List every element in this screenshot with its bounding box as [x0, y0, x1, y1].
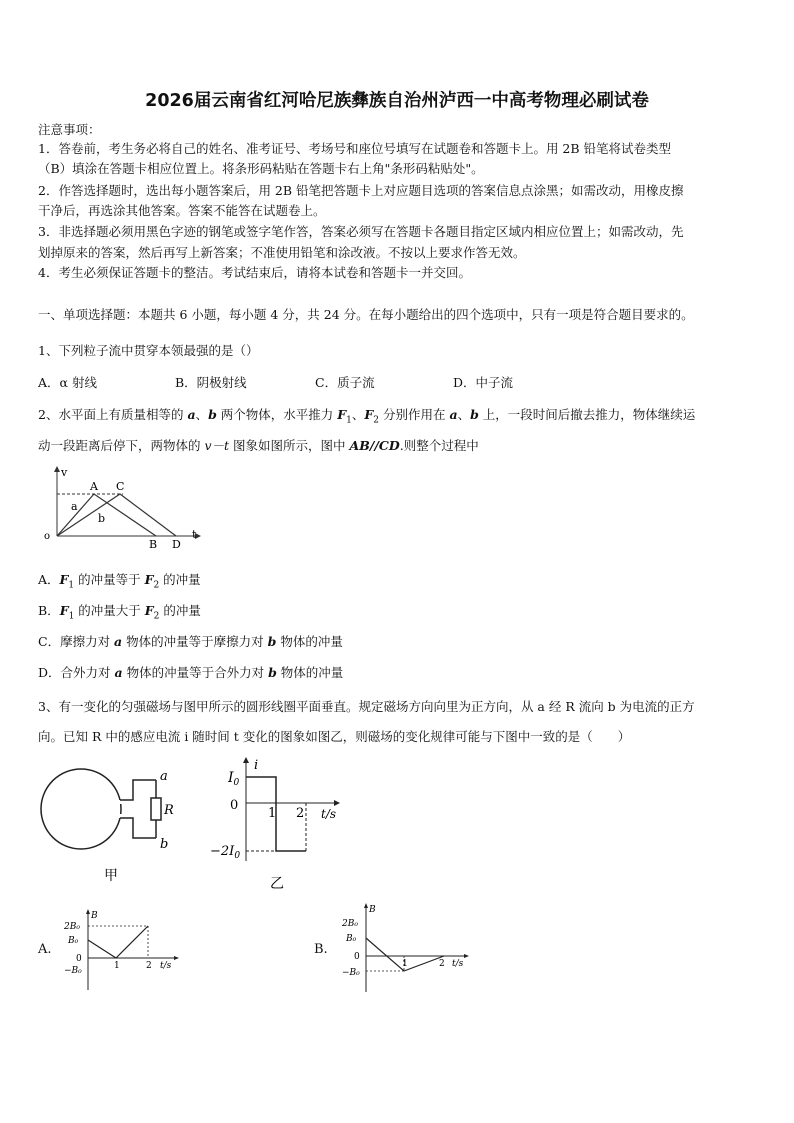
b0-label: B₀: [68, 936, 79, 946]
question-2-stem-line1: 2、水平面上有质量相等的 a、b 两个物体，水平推力 $F_1$、$F_2$ 分别作用在 a、b 上，一段时间后撤去推力，物体继续运: [38, 407, 696, 426]
q3-option-b-label: B.: [314, 942, 328, 957]
q3-option-a-graph: [58, 906, 188, 996]
figure-yi-label: 乙: [270, 876, 284, 892]
tick-1-label: 1: [268, 806, 277, 821]
q3-option-b-graph: [336, 900, 476, 1000]
resistor-r-label: R: [164, 803, 174, 818]
q2-option-a: A．$F_1$ 的冲量等于 $F_2$ 的冲量: [38, 572, 201, 591]
tick-2-label: 2: [146, 961, 152, 971]
question-2-stem-line2: 动一段距离后停下，两物体的 v－t 图象如图所示，图中 AB//CD.则整个过程中: [38, 438, 479, 453]
tick-1-label: 1: [402, 959, 408, 969]
notice-item: 3．非选择题必须用黑色字迹的钢笔或签字笔作答，答案必须写在答题卡各题目指定区域内相应位置上；如需改动，先: [38, 224, 684, 239]
vt-graph: [38, 464, 208, 554]
two-b0-label: 2B₀: [342, 919, 358, 929]
neg-2i0-label: $-2I_0$: [210, 844, 241, 861]
q1-option-b: B．阴极射线: [175, 375, 247, 390]
q1-option-c: C．质子流: [315, 375, 375, 390]
line-b-label: b: [98, 512, 106, 525]
q2-option-c: C．摩擦力对 a 物体的冲量等于摩擦力对 b 物体的冲量: [38, 634, 343, 649]
zero-label: 0: [76, 954, 82, 964]
axis-b-label: B: [91, 911, 98, 921]
tick-1-label: 1: [114, 961, 120, 971]
notice-item: 2．作答选择题时，选出每小题答案后，用 2B 铅笔把答题卡上对应题目选项的答案信息点涂黑；如需改动，用橡皮擦: [38, 183, 684, 198]
question-3-stem-line2: 向。已知 R 中的感应电流 i 随时间 t 变化的图象如图乙，则磁场的变化规律可能与下图中一致的是（ ）: [38, 729, 631, 744]
current-time-graph: [208, 756, 358, 896]
line-a-label: a: [71, 500, 78, 513]
question-1-stem: 1、下列粒子流中贯穿本领最强的是（）: [38, 343, 259, 358]
notice-item: 划掉原来的答案，然后再写上新答案；不准使用铅笔和涂改液。不按以上要求作答无效。: [38, 245, 526, 260]
t-unit-label: t/s: [452, 959, 464, 969]
q1-option-d: D．中子流: [453, 375, 514, 390]
q1-option-a: A．α 射线: [38, 375, 97, 390]
t-unit-label: t/s: [321, 807, 337, 821]
zero-label: 0: [230, 798, 239, 813]
axis-t-label: t: [192, 528, 197, 541]
axis-b-label: B: [369, 905, 376, 915]
q2-option-b: B．$F_1$ 的冲量大于 $F_2$ 的冲量: [38, 603, 201, 622]
tick-2-label: 2: [296, 806, 305, 821]
axis-i-label: i: [254, 758, 259, 773]
t-unit-label: t/s: [160, 961, 172, 971]
section-heading: 一、单项选择题：本题共 6 小题，每小题 4 分，共 24 分。在每小题给出的四个选项中，只有一项是符合题目要求的。: [38, 307, 694, 322]
point-d-label: D: [172, 538, 181, 551]
point-b-label: B: [149, 538, 158, 551]
i0-label: $I_0$: [228, 770, 240, 788]
b0-label: B₀: [346, 934, 357, 944]
notice-item: 干净后，再选涂其他答案。答案不能答在试题卷上。: [38, 203, 326, 218]
coil-figure: [38, 762, 188, 892]
notice-item: 1．答卷前，考生务必将自己的姓名、准考证号、考场号和座位号填写在试题卷和答题卡上。用 2B 铅笔将试卷类型: [38, 141, 672, 156]
origin-label: o: [44, 531, 51, 542]
question-3-stem-line1: 3、有一变化的匀强磁场与图甲所示的圆形线圈平面垂直。规定磁场方向向里为正方向，从 a 经 R 流向 b 为电流的正方: [38, 699, 695, 714]
notice-item: 4．考生必须保证答题卡的整洁。考试结束后，请将本试卷和答题卡一并交回。: [38, 265, 471, 280]
neg-b0-label: −B₀: [64, 966, 82, 976]
tick-2-label: 2: [439, 959, 445, 969]
q2-option-d: D．合外力对 a 物体的冲量等于合外力对 b 物体的冲量: [38, 665, 344, 680]
figure-jia-label: 甲: [104, 868, 118, 884]
zero-label: 0: [354, 952, 360, 962]
point-a-label: A: [90, 480, 98, 493]
two-b0-label: 2B₀: [64, 922, 80, 932]
q3-option-a-label: A.: [38, 942, 52, 957]
terminal-a-label: a: [160, 769, 168, 784]
terminal-b-label: b: [160, 837, 169, 852]
axis-v-label: v: [61, 466, 68, 479]
point-c-label: C: [116, 480, 125, 493]
neg-b0-label: −B₀: [342, 968, 360, 978]
page-title: 2026届云南省红河哈尼族彝族自治州泸西一中高考物理必刷试卷: [145, 91, 649, 111]
notice-heading: 注意事项：: [38, 122, 101, 137]
notice-item: （B）填涂在答题卡相应位置上。将条形码粘贴在答题卡右上角"条形码粘贴处"。: [38, 161, 484, 176]
